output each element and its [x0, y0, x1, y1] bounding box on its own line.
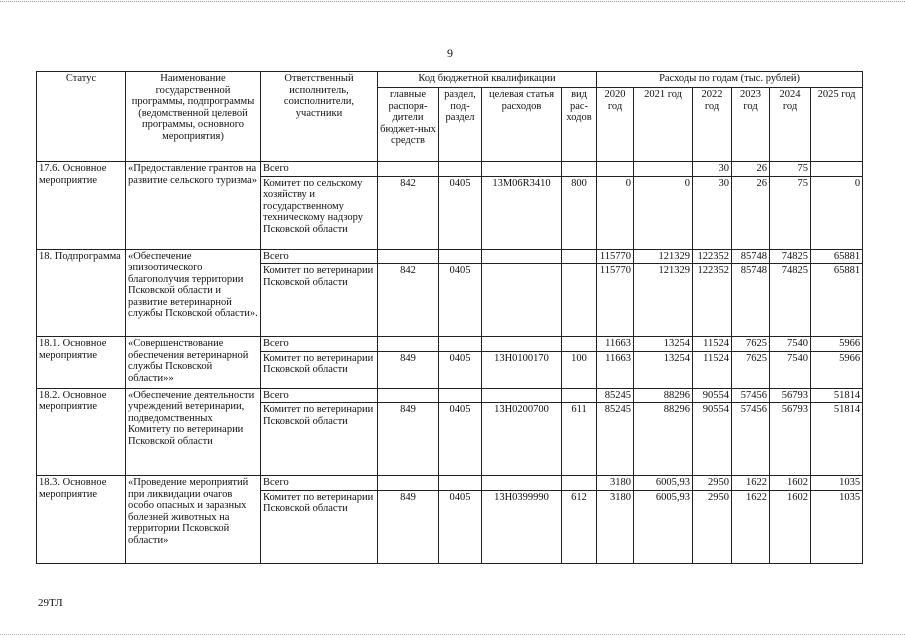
- cell-2021: 0: [634, 176, 693, 249]
- cell-2025: 51814: [811, 403, 863, 476]
- cell-2023: 7625: [732, 337, 770, 352]
- header-grbs: главные распоря-дители бюджет-ных средств: [378, 88, 439, 162]
- header-program-name: Наименование государственной программы, подпрограммы (ведомственной целевой программы, основного мероприятия): [126, 72, 261, 162]
- cell-2022: 90554: [693, 403, 732, 476]
- cell-grbs: 842: [378, 176, 439, 249]
- cell-grbs: 849: [378, 403, 439, 476]
- cell-2020: 115770: [597, 264, 634, 337]
- cell-2025: [811, 162, 863, 177]
- cell-2021: 88296: [634, 388, 693, 403]
- header-year-2023: 2023 год: [732, 88, 770, 162]
- cell-2025: 0: [811, 176, 863, 249]
- cell-2022: 90554: [693, 388, 732, 403]
- table-row-total: [37, 337, 863, 352]
- row-status: 18.3. Основное мероприятие: [37, 476, 126, 564]
- cell-type: [562, 264, 597, 337]
- cell-2024: 7540: [770, 351, 811, 388]
- table-row-total: [37, 249, 863, 264]
- cell-2021: [634, 162, 693, 177]
- table-row-total: [37, 162, 863, 177]
- cell-2024: 75: [770, 176, 811, 249]
- header-expenses: Расходы по годам (тыс. рублей): [597, 72, 863, 88]
- header-year-2021: 2021 год: [634, 88, 693, 162]
- row-executor: Комитет по сельскому хозяйству и государственному техническому надзору Псковской области: [261, 176, 378, 249]
- row-total-label: Всего: [261, 249, 378, 264]
- cell-2020: 11663: [597, 351, 634, 388]
- row-group-18-1: [37, 337, 863, 389]
- cell-2020: 0: [597, 176, 634, 249]
- cell-2022: 11524: [693, 337, 732, 352]
- row-total-label: Всего: [261, 476, 378, 491]
- row-executor: Комитет по ветеринарии Псковской области: [261, 264, 378, 337]
- cell-2025: 65881: [811, 249, 863, 264]
- cell-2020: 115770: [597, 249, 634, 264]
- cell-type: 611: [562, 403, 597, 476]
- cell-2022: 30: [693, 162, 732, 177]
- row-program-name: «Обеспечение деятельности учреждений ветеринарии, подведомственных Комитету по ветеринарии Псковской области: [126, 388, 261, 476]
- row-executor: Комитет по ветеринарии Псковской области: [261, 351, 378, 388]
- cell-2020: [597, 162, 634, 177]
- scan-edge-top: [0, 1, 905, 2]
- cell-2024: 74825: [770, 264, 811, 337]
- scan-edge-bottom: [0, 634, 905, 635]
- cell-2022: 11524: [693, 351, 732, 388]
- table-row-total: [37, 388, 863, 403]
- cell-2023: 26: [732, 176, 770, 249]
- cell-article: [482, 264, 562, 337]
- cell-type: 100: [562, 351, 597, 388]
- header-budget-code: Код бюджетной квалификации: [378, 72, 597, 88]
- cell-grbs: 849: [378, 490, 439, 563]
- cell-2022: 122352: [693, 249, 732, 264]
- cell-2025: 5966: [811, 351, 863, 388]
- cell-2021: 121329: [634, 264, 693, 337]
- cell-grbs: 842: [378, 264, 439, 337]
- cell-article: 13Н0200700: [482, 403, 562, 476]
- row-total-label: Всего: [261, 388, 378, 403]
- cell-section: 0405: [439, 490, 482, 563]
- cell-2023: 85748: [732, 249, 770, 264]
- cell-2025: 1035: [811, 490, 863, 563]
- row-group-18-2: [37, 388, 863, 476]
- header-year-2022: 2022 год: [693, 88, 732, 162]
- cell-article: 13М06R3410: [482, 176, 562, 249]
- cell-article: 13Н0100170: [482, 351, 562, 388]
- cell-2020: 3180: [597, 490, 634, 563]
- cell-section: 0405: [439, 351, 482, 388]
- cell-2022: 2950: [693, 476, 732, 491]
- cell-2023: 57456: [732, 388, 770, 403]
- cell-2021: 121329: [634, 249, 693, 264]
- cell-2025: 1035: [811, 476, 863, 491]
- cell-2021: 88296: [634, 403, 693, 476]
- cell-2025: 5966: [811, 337, 863, 352]
- cell-2023: 7625: [732, 351, 770, 388]
- cell-2021: 13254: [634, 337, 693, 352]
- cell-2024: 1602: [770, 490, 811, 563]
- cell-2024: 75: [770, 162, 811, 177]
- row-executor: Комитет по ветеринарии Псковской области: [261, 403, 378, 476]
- cell-2025: 65881: [811, 264, 863, 337]
- cell-2023: 85748: [732, 264, 770, 337]
- cell-2023: 57456: [732, 403, 770, 476]
- cell-2020: 85245: [597, 403, 634, 476]
- cell-2023: 1622: [732, 490, 770, 563]
- row-status: 18. Подпрограмма: [37, 249, 126, 337]
- page-number: 9: [447, 46, 453, 60]
- cell-2020: 11663: [597, 337, 634, 352]
- row-status: 18.1. Основное мероприятие: [37, 337, 126, 389]
- row-status: 18.2. Основное мероприятие: [37, 388, 126, 476]
- row-program-name: «Предоставление грантов на развитие сельского туризма»: [126, 162, 261, 250]
- cell-2020: 3180: [597, 476, 634, 491]
- budget-table: [36, 71, 863, 564]
- cell-2024: 74825: [770, 249, 811, 264]
- cell-2022: 2950: [693, 490, 732, 563]
- cell-grbs: 849: [378, 351, 439, 388]
- header-section: раздел, под-раздел: [439, 88, 482, 162]
- cell-2022: 30: [693, 176, 732, 249]
- row-total-label: Всего: [261, 337, 378, 352]
- row-group-18-3: [37, 476, 863, 564]
- cell-article: 13Н0399990: [482, 490, 562, 563]
- row-status: 17.6. Основное мероприятие: [37, 162, 126, 250]
- row-group-17-6: [37, 162, 863, 250]
- cell-2024: 7540: [770, 337, 811, 352]
- row-program-name: «Проведение мероприятий при ликвидации очагов особо опасных и заразных болезней животных на территории Псковской области»: [126, 476, 261, 564]
- row-program-name: «Обеспечение эпизоотического благополучия территории Псковской области и развитие ветеринарной службы Псковской области».: [126, 249, 261, 337]
- cell-2021: 13254: [634, 351, 693, 388]
- header-year-2024: 2024 год: [770, 88, 811, 162]
- cell-2020: 85245: [597, 388, 634, 403]
- header-year-2020: 2020 год: [597, 88, 634, 162]
- row-program-name: «Совершенствование обеспечения ветеринарной службы Псковской области»»: [126, 337, 261, 389]
- cell-2024: 56793: [770, 388, 811, 403]
- cell-2023: 26: [732, 162, 770, 177]
- row-total-label: Всего: [261, 162, 378, 177]
- cell-2021: 6005,93: [634, 490, 693, 563]
- row-group-18: [37, 249, 863, 337]
- cell-2024: 1602: [770, 476, 811, 491]
- footer-code: 29ТЛ: [38, 597, 63, 609]
- table-row-total: [37, 476, 863, 491]
- cell-section: 0405: [439, 264, 482, 337]
- cell-section: 0405: [439, 403, 482, 476]
- header-responsible: Ответственный исполнитель, соисполнители, участники: [261, 72, 378, 162]
- row-executor: Комитет по ветеринарии Псковской области: [261, 490, 378, 563]
- cell-type: 800: [562, 176, 597, 249]
- cell-2025: 51814: [811, 388, 863, 403]
- header-exp-type: вид рас-ходов: [562, 88, 597, 162]
- cell-type: 612: [562, 490, 597, 563]
- cell-2024: 56793: [770, 403, 811, 476]
- header-status: Статус: [37, 72, 126, 162]
- cell-2023: 1622: [732, 476, 770, 491]
- header-year-2025: 2025 год: [811, 88, 863, 162]
- cell-section: 0405: [439, 176, 482, 249]
- cell-2021: 6005,93: [634, 476, 693, 491]
- table-header: [37, 72, 863, 162]
- cell-2022: 122352: [693, 264, 732, 337]
- header-article: целевая статья расходов: [482, 88, 562, 162]
